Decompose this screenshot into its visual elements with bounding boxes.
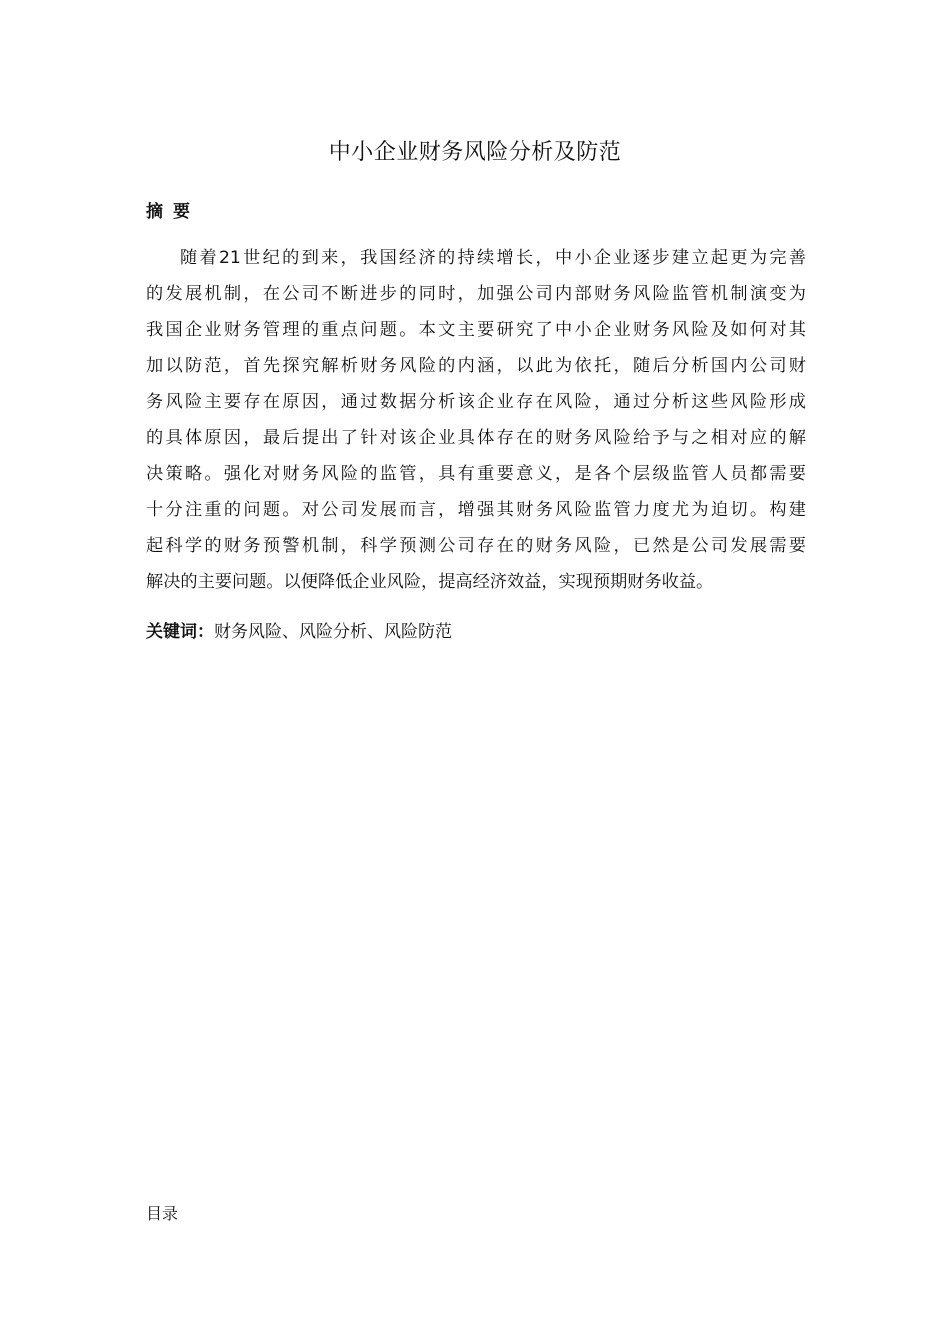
abstract-line: 十分注重的问题。对公司发展而言，增强其财务风险监管力度尤为迫切。构建	[146, 500, 806, 520]
abstract-line: 解决的主要问题。以便降低企业风险，提高经济效益，实现预期财务收益。	[146, 572, 714, 592]
abstract-line: 决策略。强化对财务风险的监管，具有重要意义，是各个层级监管人员都需要	[146, 464, 806, 484]
keywords-value: 财务风险、风险分析、风险防范	[214, 622, 452, 642]
abstract-line: 我国企业财务管理的重点问题。本文主要研究了中小企业财务风险及如何对其	[146, 320, 806, 340]
abstract-line: 随着21世纪的到来，我国经济的持续增长，中小企业逐步建立起更为完善	[180, 248, 806, 268]
abstract-line: 的发展机制，在公司不断进步的同时，加强公司内部财务风险监管机制演变为	[146, 284, 806, 304]
abstract-heading: 摘要	[146, 202, 200, 222]
abstract-line: 加以防范，首先探究解析财务风险的内涵，以此为依托，随后分析国内公司财	[146, 356, 806, 376]
abstract-line: 的具体原因，最后提出了针对该企业具体存在的财务风险给予与之相对应的解	[146, 428, 806, 448]
toc-label: 目录	[146, 1204, 179, 1223]
abstract-body	[146, 240, 806, 600]
abstract-line: 起科学的财务预警机制，科学预测公司存在的财务风险，已然是公司发展需要	[146, 536, 806, 556]
abstract-line: 务风险主要存在原因，通过数据分析该企业存在风险，通过分析这些风险形成	[146, 392, 806, 412]
document-title: 中小企业财务风险分析及防范	[328, 140, 622, 165]
keywords-label: 关键词：	[146, 622, 214, 642]
keywords-line	[146, 618, 452, 646]
